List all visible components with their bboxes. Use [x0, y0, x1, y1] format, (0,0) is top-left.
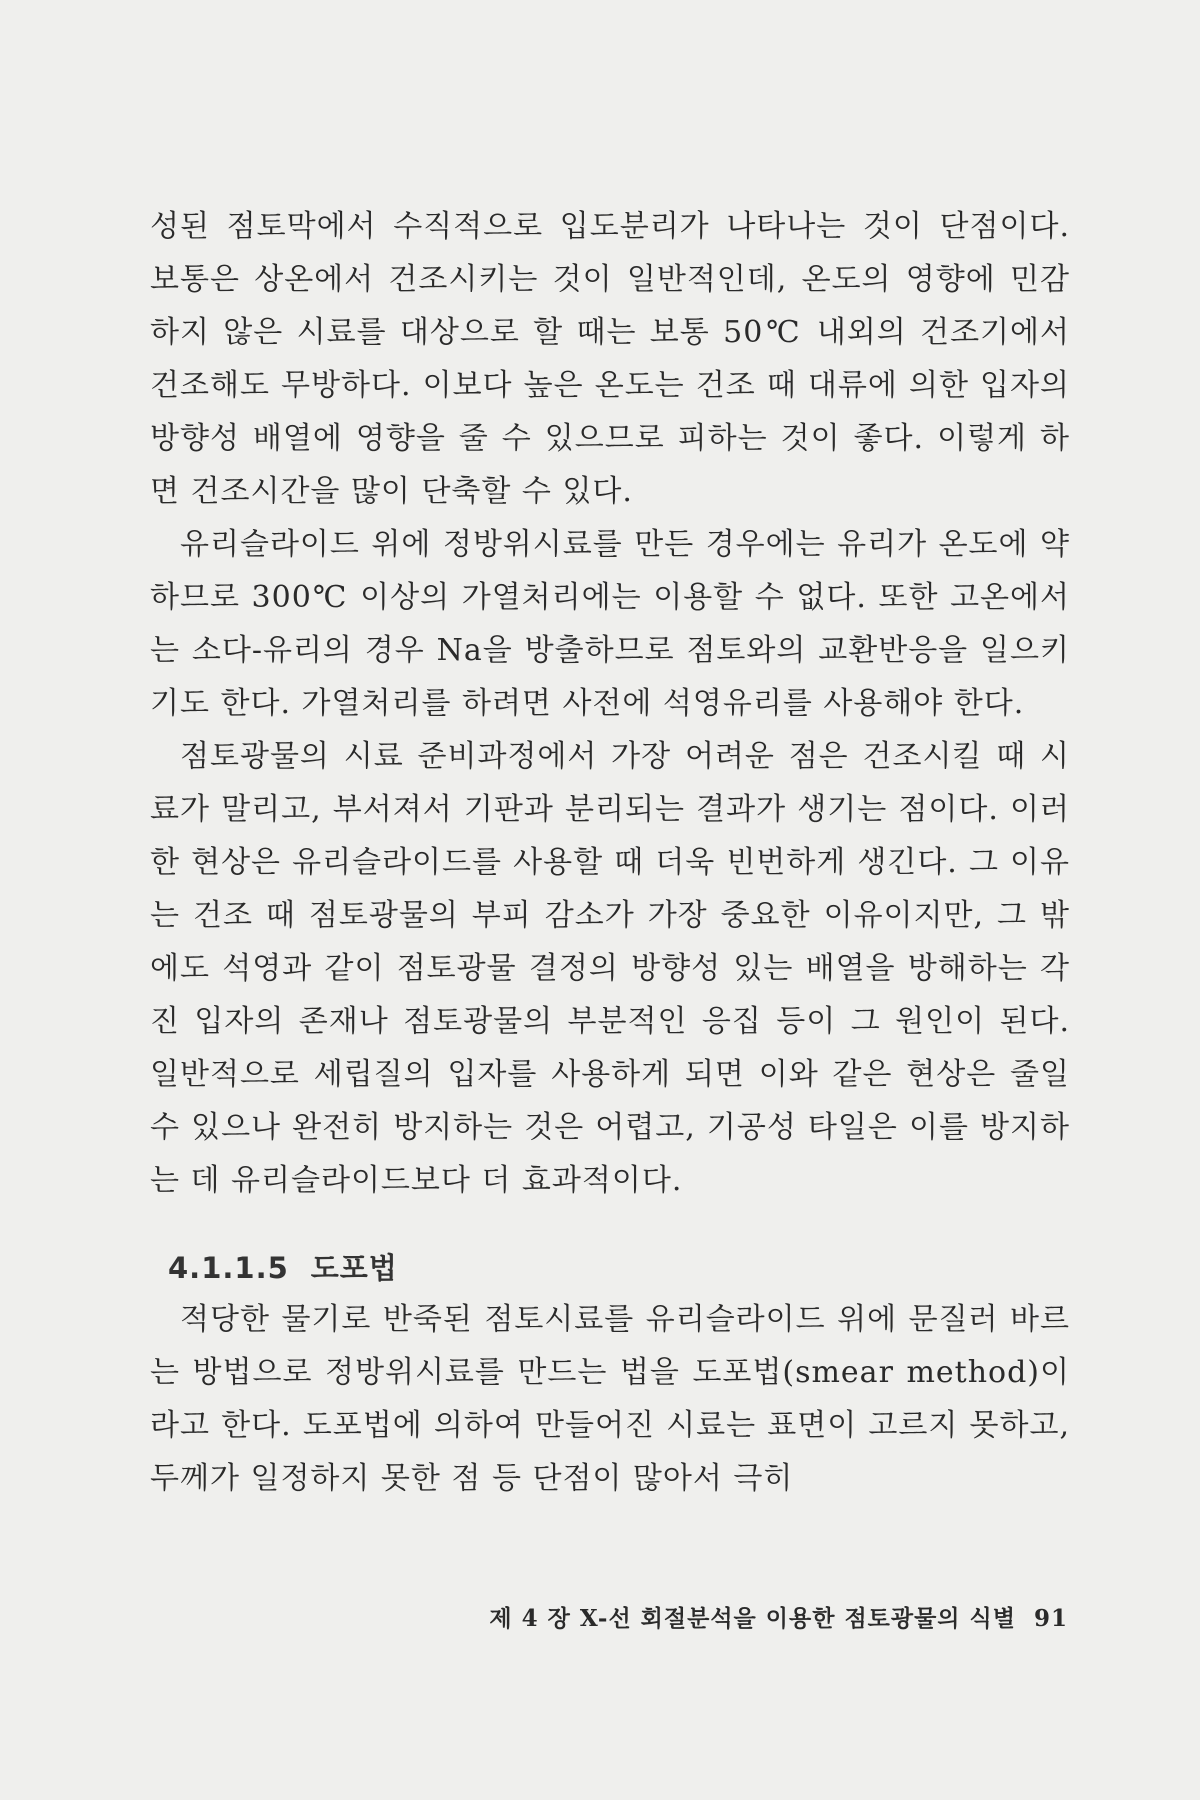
section-title: 도포법	[310, 1251, 398, 1285]
page-footer	[489, 1600, 1068, 1633]
page-number: 91	[1033, 1605, 1068, 1632]
paragraph: 유리슬라이드 위에 정방위시료를 만든 경우에는 유리가 온도에 약하므로 300℃ 이상의 가열처리에는 이용할 수 없다. 또한 고온에서는 소다-유리의 경우 Na을 방출하므로 점토와의 교환반응을 일으키기도 한다. 가열처리를 하려면 사전에 석영유리를 사용해야 한다.	[150, 527, 1070, 721]
section-heading	[168, 1243, 1070, 1293]
paragraph: 성된 점토막에서 수직적으로 입도분리가 나타나는 것이 단점이다. 보통은 상온에서 건조시키는 것이 일반적인데, 온도의 영향에 민감하지 않은 시료를 대상으로 할 때는 보통 50℃ 내외의 건조기에서 건조해도 무방하다. 이보다 높은 온도는 건조 때 대류에 의한 입자의 방향성 배열에 영향을 줄 수 있으므로 피하는 것이 좋다. 이렇게 하면 건조시간을 많이 단축할 수 있다.	[150, 209, 1070, 509]
body-text	[150, 200, 1070, 1505]
paragraph: 적당한 물기로 반죽된 점토시료를 유리슬라이드 위에 문질러 바르는 방법으로 정방위시료를 만드는 법을 도포법(smear method)이라고 한다. 도포법에 의하여 만들어진 시료는 표면이 고르지 못하고, 두께가 일정하지 못한 점 등 단점이 많아서 극히	[150, 1302, 1070, 1496]
running-title: 제 4 장 X-선 회절분석을 이용한 점토광물의 식별	[489, 1605, 1016, 1632]
section-number: 4.1.1.5	[168, 1251, 289, 1285]
paragraph: 점토광물의 시료 준비과정에서 가장 어려운 점은 건조시킬 때 시료가 말리고, 부서져서 기판과 분리되는 결과가 생기는 점이다. 이러한 현상은 유리슬라이드를 사용할 때 더욱 빈번하게 생긴다. 그 이유는 건조 때 점토광물의 부피 감소가 가장 중요한 이유이지만, 그 밖에도 석영과 같이 점토광물 결정의 방향성 있는 배열을 방해하는 각진 입자의 존재나 점토광물의 부분적인 응집 등이 그 원인이 된다. 일반적으로 세립질의 입자를 사용하게 되면 이와 같은 현상은 줄일 수 있으나 완전히 방지하는 것은 어렵고, 기공성 타일은 이를 방지하는 데 유리슬라이드보다 더 효과적이다.	[150, 739, 1070, 1198]
